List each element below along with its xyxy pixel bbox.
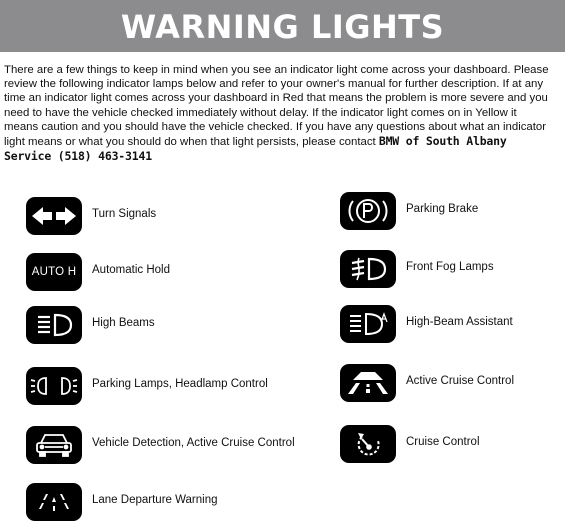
legend-label: Lane Departure Warning bbox=[92, 494, 218, 506]
lane-departure-icon bbox=[26, 483, 82, 521]
intro-text: There are a few things to keep in mind when you see an indicator light come across your dashboard. Please review the following indicator lamps below and refer to your owner's manual for further description. If at any time an indicator light comes across your dashboard in Red that means the problem is more severe and you need to have the vehicle checked immediately without delay. If the indicator light comes on in Yellow it means caution and you should have the vehicle checked. If you have any questions about what an indicator light means or what you should do when that light persists, please contact bbox=[4, 64, 549, 149]
page-title: WARNING LIGHTS bbox=[120, 8, 445, 46]
parking-brake-icon bbox=[340, 192, 396, 230]
turn-signals-icon bbox=[26, 197, 82, 235]
legend-label: Cruise Control bbox=[406, 436, 480, 448]
legend-label: Parking Brake bbox=[406, 203, 479, 215]
cruise-control-icon bbox=[340, 425, 396, 463]
legend-label: Front Fog Lamps bbox=[406, 261, 494, 273]
legend-label: Turn Signals bbox=[92, 208, 157, 220]
intro-paragraph bbox=[4, 63, 549, 164]
high-beams-icon bbox=[26, 306, 82, 344]
automatic-hold-icon-text: AUTO H bbox=[31, 266, 77, 278]
vehicle-detection-icon bbox=[26, 426, 82, 464]
legend-label: Parking Lamps, Headlamp Control bbox=[92, 378, 268, 390]
legend-label: High Beams bbox=[92, 317, 155, 329]
front-fog-lamps-icon bbox=[340, 250, 396, 288]
legend-label: Active Cruise Control bbox=[406, 375, 515, 387]
service-contact: BMW of South Albany Service (518) 463-3141 bbox=[4, 134, 507, 164]
active-cruise-control-icon bbox=[340, 364, 396, 402]
high-beam-assistant-icon bbox=[340, 305, 396, 343]
legend-label: Automatic Hold bbox=[92, 264, 170, 276]
automatic-hold-icon bbox=[26, 253, 82, 291]
parking-lamps-icon bbox=[26, 367, 82, 405]
title-banner bbox=[0, 0, 565, 52]
legend-label: High-Beam Assistant bbox=[406, 316, 513, 328]
legend-label: Vehicle Detection, Active Cruise Control bbox=[92, 437, 295, 449]
